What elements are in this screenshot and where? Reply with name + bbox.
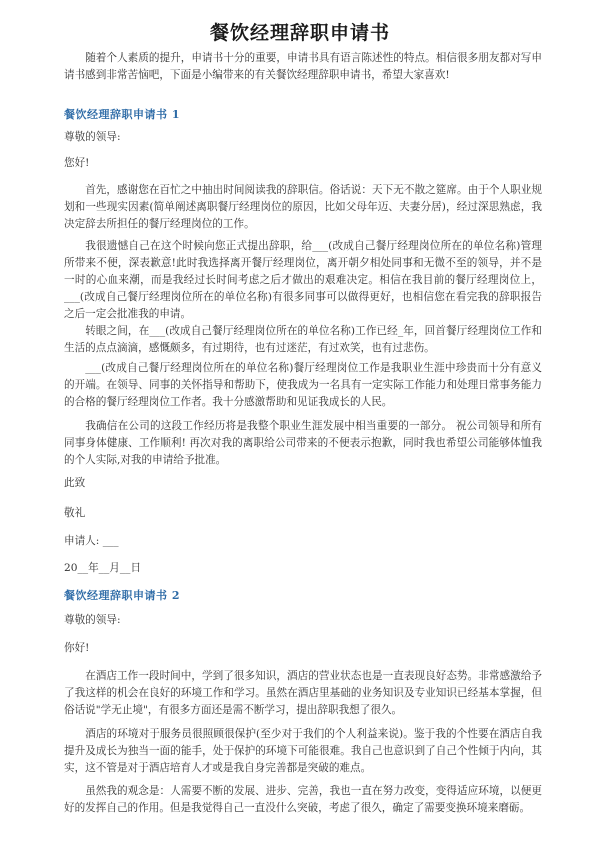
letter1-paragraph-1: 首先，感谢您在百忙之中抽出时间阅读我的辞职信。俗话说：天下无不散之筵席。由于个人职业规划和一些现实因素(简单阐述离职餐厅经理岗位的原因，比如父母年迈、夫妻分居)，经过深思熟虑，我决定辞去所担任的餐厅经理岗位的工作。 <box>64 184 542 230</box>
letter1-closing-1: 此致 <box>64 477 86 489</box>
letter1-paragraph-3: 转眼之间，在___(改成自己餐厅经理岗位所在的单位名称)工作已经_年，回首餐厅经理岗位工作和生活的点点滴滴，感慨颇多，有过期待，也有过迷茫，有过欢笑，也有过悲伤。 <box>64 325 542 354</box>
letter1-closing-2: 敬礼 <box>64 507 86 519</box>
letter1-paragraph-4: ___(改成自己餐厅经理岗位所在的单位名称)餐厅经理岗位工作是我职业生涯中珍贵而十分有意义的开端。在领导、同事的关怀指导和帮助下，使我成为一名具有一定实际工作能力和处理日常事务能力的合格的餐厅经理岗位工作者。我十分感激帮助和见证我成长的人民。 <box>64 362 542 408</box>
letter2-paragraph-3: 虽然我的观念是：人需要不断的发展、进步、完善，我也一直在努力改变，变得适应环境，以便更好的发挥自己的作用。但是我觉得自己一直没什么突破，考虑了很久，确定了需要变换环境来磨砺。 <box>64 785 542 814</box>
letter2-heading: 餐饮经理辞职申请书 2 <box>64 589 180 602</box>
intro-paragraph: 随着个人素质的提升，申请书十分的重要，申请书具有语言陈述性的特点。相信很多朋友都对写申请书感到非常苦恼吧，下面是小编带来的有关餐饮经理辞职申请书，希望大家喜欢! <box>64 52 542 81</box>
letter1-paragraph-5: 我确信在公司的这段工作经历将是我整个职业生涯发展中相当重要的一部分。 祝公司领导和所有同事身体健康、工作顺利! 再次对我的离职给公司带来的不便表示抱歉，同时我也希望公司能够体恤我的个人实际,对我的申请给予批准。 <box>64 420 542 466</box>
letter2-paragraph-2: 酒店的环境对于服务员很照顾很保护(至少对于我们的个人利益来说)。鉴于我的个性要在酒店自我提升及成长为独当一面的能手，处于保护的环境下可能很难。我自己也意识到了自己个性倾于内向，其实，这不管是对于酒店培育人才或是我自身完善都是突破的难点。 <box>64 728 542 774</box>
letter1-applicant: 申请人: ___ <box>64 535 119 547</box>
letter1-salutation: 尊敬的领导: <box>64 131 121 143</box>
letter1-paragraph-2: 我很遗憾自己在这个时候向您正式提出辞职，给___(改成自己餐厅经理岗位所在的单位名称)管理所带来不便，深表歉意!此时我选择离开餐厅经理岗位，离开朝夕相处同事和无微不至的领导，并不是一时的心血来潮，而是我经过长时间考虑之后才做出的艰难决定。相信在我目前的餐厅经理岗位上，___(改成自己餐厅经理岗位所在的单位名称)有很多同事可以做得更好，也相信您在看完我的辞职报告之后一定会批准我的申请。 <box>64 240 542 320</box>
letter1-heading: 餐饮经理辞职申请书 1 <box>64 108 180 121</box>
document-title: 餐饮经理辞职申请书 <box>209 22 390 44</box>
letter1-date: 20__年__月__日 <box>64 562 142 574</box>
letter2-salutation: 尊敬的领导: <box>64 614 121 626</box>
letter2-paragraph-1: 在酒店工作一段时间中，学到了很多知识，酒店的营业状态也是一直表现良好态势。非常感激给予了我这样的机会在良好的环境工作和学习。虽然在酒店里基础的业务知识及专业知识已经基本掌握，但俗话说"学无止境"，有很多方面还是需不断学习，提出辞职我想了很久。 <box>64 670 542 716</box>
letter1-greeting: 您好! <box>64 157 90 169</box>
letter2-greeting: 你好! <box>64 642 90 654</box>
